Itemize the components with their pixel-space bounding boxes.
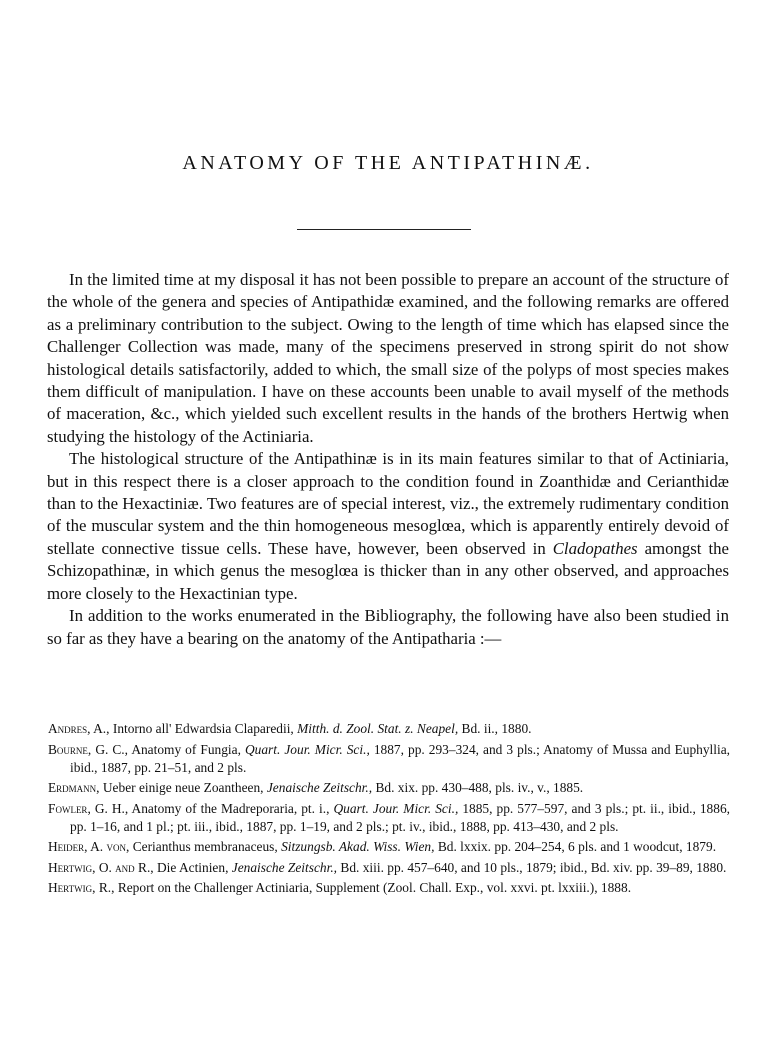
reference-author: Hertwig, O. and R., xyxy=(48,859,154,875)
reference-journal: Quart. Jour. Micr. Sci., xyxy=(333,800,459,816)
reference-details: Bd. ii., 1880. xyxy=(461,721,532,736)
reference-journal: Quart. Jour. Micr. Sci., xyxy=(244,741,370,757)
paragraph-text: amongst the Schizopathinæ, in which genus the mesoglœa is thicker than in any other observed, and approaches more closely to the Hexactinian type. xyxy=(47,538,729,603)
reference-item xyxy=(48,859,730,877)
reference-details: Bd. lxxix. pp. 204–254, 6 pls. and 1 woodcut, 1879. xyxy=(437,839,717,854)
reference-journal: Sitzungsb. Akad. Wiss. Wien, xyxy=(281,839,435,854)
reference-journal: Mitth. d. Zool. Stat. z. Neapel, xyxy=(297,721,459,736)
paragraph-text: The histological structure of the Antipathinæ is in its main features similar to that of Actiniaria, but in this respect there is a closer approach to the condition found in Zoanthidæ and Cerianthidæ than to the Hexactiniæ. Two features are of special interest, viz., the extremely rudimentary condition of the muscular system and the thin homogeneous mesoglœa, which is apparently entirely devoid of stellate connective tissue cells. These have, however, been observed in xyxy=(47,449,729,558)
paragraph: In the limited time at my disposal it has not been possible to prepare an account of the structure of the whole of the genera and species of Antipathidæ examined, and the following remarks are offered as a preliminary contribution to the subject. Owing to the length of time which has elapsed since the Challenger Collection was made, many of the specimens preserved in strong spirit do not show histological details satisfactorily, added to which, the small size of the polyps of most species makes them difficult of manipulation. I have on these accounts been unable to avail myself of the methods of maceration, &c., which yielded such excellent results in the hands of the brothers Hertwig when studying the histology of the Actiniaria. xyxy=(47,270,729,446)
reference-title: Anatomy of the Madreporaria, pt. i., xyxy=(131,800,330,816)
reference-journal: Jenaische Zeitschr., xyxy=(231,859,338,875)
reference-details: Bd. xix. pp. 430–488, pls. iv., v., 1885. xyxy=(375,780,584,795)
title-rule xyxy=(297,229,471,230)
reference-title: Report on the Challenger Actiniaria, Supplement (Zool. Chall. Exp., vol. xxvi. pt. lxxiii.), 1888. xyxy=(117,880,632,895)
reference-title: Cerianthus membranaceus, xyxy=(132,839,278,854)
reference-item xyxy=(48,720,730,738)
reference-item xyxy=(48,879,730,897)
reference-details: 1887, pp. 293–324, and 3 pls.; Anatomy of Mussa and Euphyllia, ibid., 1887, pp. 21–51, and 2 pls. xyxy=(70,741,730,775)
reference-title: Anatomy of Fungia, xyxy=(131,741,241,757)
genus-name: Cladopathes xyxy=(552,538,638,558)
reference-author: Bourne, G. C., xyxy=(48,741,128,757)
reference-item xyxy=(48,779,730,797)
body-text xyxy=(47,269,729,650)
reference-author: Fowler, G. H., xyxy=(48,800,129,816)
reference-details: 1885, pp. 577–597, and 3 pls.; pt. ii., ibid., 1886, pp. 1–16, and 1 pl.; pt. iii., ibid., 1887, pp. 1–19, and 2 pls.; pt. iv., ibid., 1888, pp. 413–430, and 2 pls. xyxy=(70,800,730,834)
reference-title: Ueber einige neue Zoantheen, xyxy=(102,780,264,795)
paragraph xyxy=(47,448,729,605)
reference-title: Intorno all' Edwardsia Claparedii, xyxy=(112,721,294,736)
reference-details: Bd. xiii. pp. 457–640, and 10 pls., 1879; ibid., Bd. xiv. pp. 39–89, 1880. xyxy=(340,859,727,875)
reference-item xyxy=(48,838,730,856)
reference-title: Die Actinien, xyxy=(157,859,229,875)
paragraph: In addition to the works enumerated in the Bibliography, the following have also been studied in so far as they have a bearing on the anatomy of the Antipatharia :— xyxy=(47,606,729,648)
reference-author: Hertwig, R., xyxy=(48,880,115,895)
reference-author: Erdmann, xyxy=(48,780,100,795)
reference-item xyxy=(48,800,730,836)
reference-author: Andres, A., xyxy=(48,721,110,736)
page-title: ANATOMY OF THE ANTIPATHINÆ. xyxy=(182,152,594,174)
reference-author: Heider, A. von, xyxy=(48,839,130,854)
reference-item xyxy=(48,741,730,777)
reference-journal: Jenaische Zeitschr., xyxy=(266,780,373,795)
reference-list xyxy=(48,720,730,900)
